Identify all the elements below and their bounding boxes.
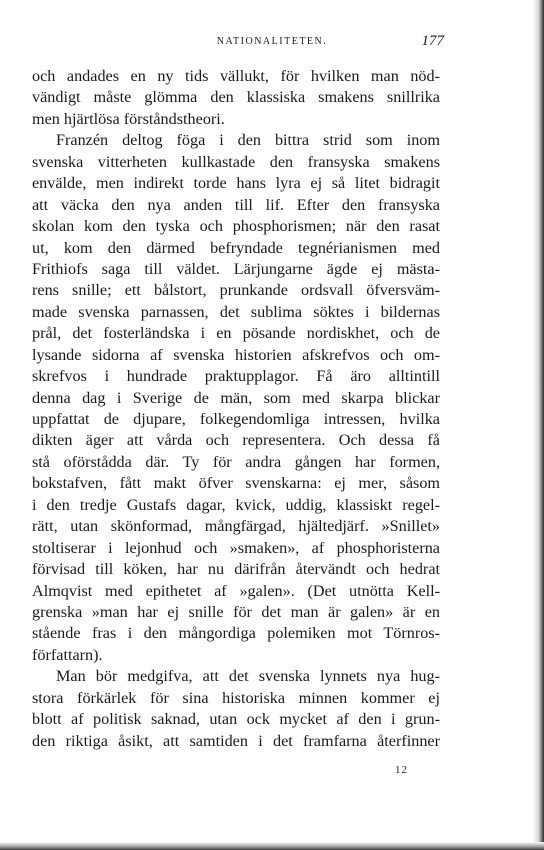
text-line: stående fras i den mångordiga polemiken mot Törnros- [32,624,440,643]
body-text [32,66,440,752]
text-line: att väcka den nya anden till lif. Efter den fransyska [32,195,440,214]
text-line: stoltiserar i lejonhud och »smaken», af phosphoristerna [32,538,440,557]
text-line: stå oförstådda där. Ty för andra gången har formen, [32,452,440,471]
page-edge-shadow-bottom [0,842,544,850]
text-line: förvisad till köken, har nu därifrån återvändt och hedrat [32,560,440,579]
text-line: svenska vitterheten kullkastade den fransyska smakens [32,152,440,171]
text-line: grenska »man har ej snille för det man är galen» är en [32,602,440,621]
text-line: och andades en ny tids vällukt, för hvilken man nöd- [32,67,440,85]
text-line: Franzén deltog föga i den bittra strid som inom [56,131,440,150]
text-line: uppfattat de djupare, folkegendomliga intressen, hvilka [32,410,440,428]
text-line: made svenska parnassen, det sublima söktes i bildernas [32,302,440,321]
signature-mark: 12 [395,764,408,776]
text-line: denna dag i Sverige de män, som med skarpa blickar [32,388,440,407]
text-line: stora förkärlek för sina historiska minnen kommer ej [32,688,440,707]
text-line: författarn). [32,645,103,664]
text-line: Frithiofs saga till väldet. Lärjungarne ägde ej mästa- [32,259,440,278]
text-line: Almqvist med epithetet af »galen». (Det utnötta Kell- [32,581,440,600]
text-line: den riktiga åsikt, att samtiden i det framfarna återfinner [32,731,440,750]
text-line: skolan kom den tyska och phosphorismen; när den rasat [32,217,440,236]
text-line: prål, det fosterländska i en pösande nordiskhet, och de [32,324,440,343]
running-title: NATIONALITETEN. [216,36,328,47]
text-line: dikten äger att vårda och representera. Och dessa få [32,431,440,450]
text-line: ut, kom den därmed befryndade tegnérianismen med [32,238,440,257]
text-line: blott af politisk saknad, utan ock mycket af den i grun- [32,710,440,729]
page-number: 177 [421,33,444,49]
text-line: bokstafven, fått makt öfver svenskarna: ej mer, såsom [32,474,440,493]
text-line: lysande sidorna af svenska historien afskrefvos och om- [32,345,440,364]
text-line: Man bör medgifva, att det svenska lynnets nya hug- [56,667,440,686]
text-line: vändigt måste glömma den klassiska smakens snillrika [32,88,440,107]
text-line: i den tredje Gustafs dagar, kvick, uddig, klassiskt regel- [32,495,440,514]
text-line: rens snille; ett bålstort, prunkande ordsvall öfversväm- [32,281,440,300]
page-edge-shadow-right [532,0,544,850]
text-line: rätt, utan skönformad, mångfärgad, hjältedjärf. »Snillet» [32,517,440,536]
text-line: envälde, men indirekt torde hans lyra ej så litet bidragit [32,174,440,193]
text-line: skrefvos i hundrade praktupplagor. Få äro alltintill [32,367,440,386]
text-line: men hjärtlösa förståndstheori. [32,109,225,128]
